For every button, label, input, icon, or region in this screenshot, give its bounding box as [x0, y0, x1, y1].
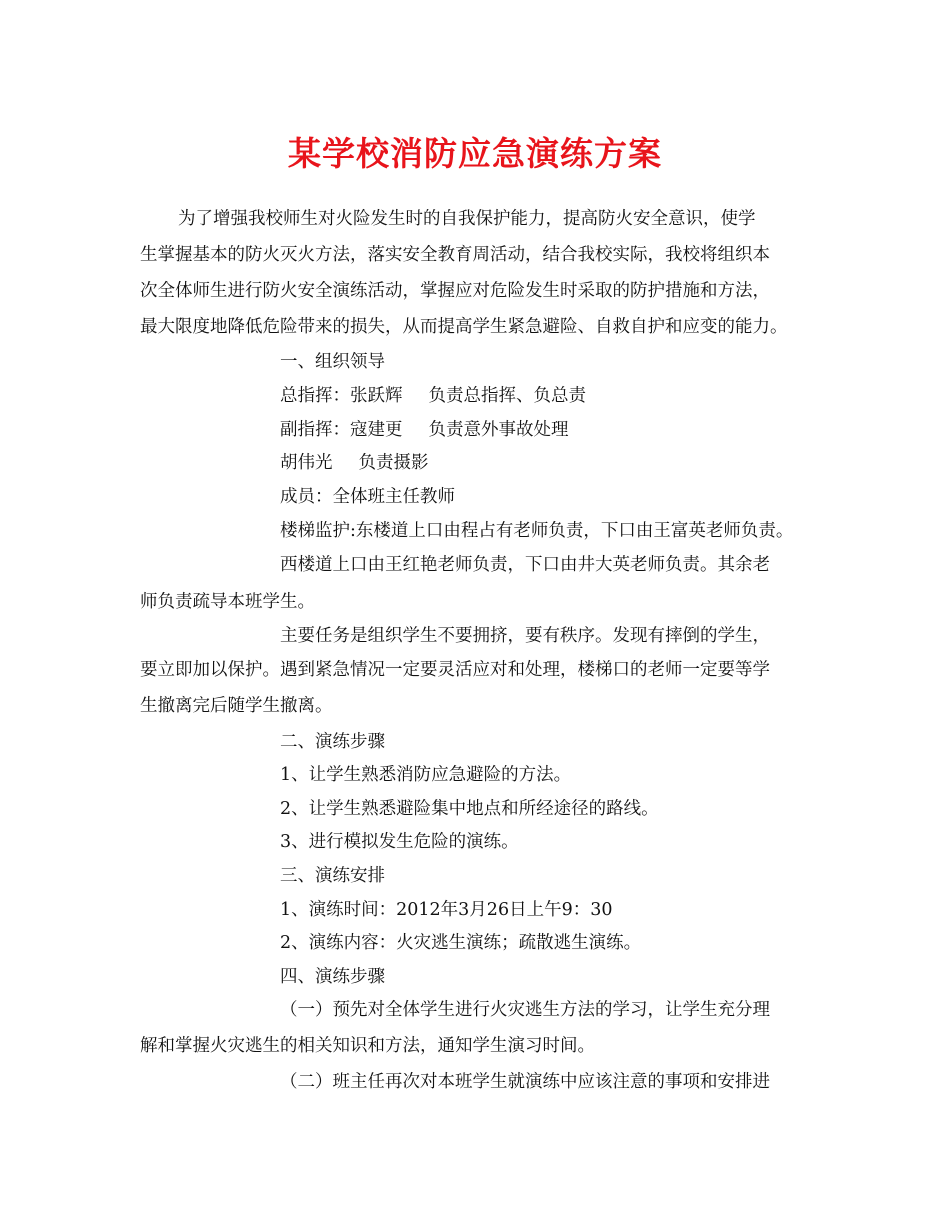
- list-item: 1、演练时间：2012年3月26日上午9：30: [280, 900, 613, 920]
- org-chief-duty: 负责总指挥、负总责: [428, 386, 586, 406]
- task-line: 生撤离完后随学生撤离。: [140, 696, 333, 716]
- section-heading: 二、演练步骤: [280, 732, 385, 752]
- org-members: 成员：全体班主任教师: [280, 487, 455, 507]
- list-item: 3、进行模拟发生危险的演练。: [280, 832, 519, 852]
- org-deputy-name: 副指挥：寇建更: [280, 420, 403, 440]
- list-item: 2、让学生熟悉避险集中地点和所经途径的路线。: [280, 799, 659, 819]
- org-chief-name: 总指挥：张跃辉: [280, 386, 403, 406]
- list-item: 1、让学生熟悉消防应急避险的方法。: [280, 765, 572, 785]
- step-line: （一）预先对全体学生进行火灾逃生方法的学习，让学生充分理: [280, 1000, 770, 1020]
- org-deputy-duty: 负责意外事故处理: [428, 420, 569, 440]
- document-title: 某学校消防应急演练方案: [288, 134, 662, 173]
- section-heading: 三、演练安排: [280, 866, 385, 886]
- task-line: 主要任务是组织学生不要拥挤，要有秩序。发现有摔倒的学生，: [280, 626, 770, 646]
- org-photo-duty: 负责摄影: [358, 453, 429, 473]
- stairs-line: 楼梯监护:东楼道上口由程占有老师负责，下口由王富英老师负责。: [280, 521, 794, 541]
- task-line: 要立即加以保护。遇到紧急情况一定要灵活应对和处理，楼梯口的老师一定要等学: [140, 660, 770, 680]
- org-chief-row: [280, 385, 586, 407]
- step-line: 解和掌握火灾逃生的相关知识和方法，通知学生演习时间。: [140, 1036, 595, 1056]
- org-deputy-row: [280, 419, 569, 441]
- org-photo-name: 胡伟光: [280, 453, 333, 473]
- step-line: （二）班主任再次对本班学生就演练中应该注意的事项和安排进: [280, 1072, 770, 1092]
- intro-paragraph-line: 次全体师生进行防火安全演练活动，掌握应对危险发生时采取的防护措施和方法，: [140, 281, 770, 301]
- intro-paragraph-line: 最大限度地降低危险带来的损失，从而提高学生紧急避险、自救自护和应变的能力。: [140, 317, 788, 337]
- org-photo-row: [280, 452, 429, 474]
- stairs-line: 西楼道上口由王红艳老师负责，下口由井大英老师负责。其余老: [280, 555, 770, 575]
- intro-paragraph-line: 为了增强我校师生对火险发生时的自我保护能力，提高防火安全意识，使学: [178, 209, 756, 229]
- list-item: 2、演练内容：火灾逃生演练；疏散逃生演练。: [280, 933, 642, 953]
- section-heading: 一、组织领导: [280, 352, 385, 372]
- section-heading: 四、演练步骤: [280, 967, 385, 987]
- intro-paragraph-line: 生掌握基本的防火灭火方法，落实安全教育周活动，结合我校实际，我校将组织本: [140, 245, 770, 265]
- stairs-line: 师负责疏导本班学生。: [140, 592, 315, 612]
